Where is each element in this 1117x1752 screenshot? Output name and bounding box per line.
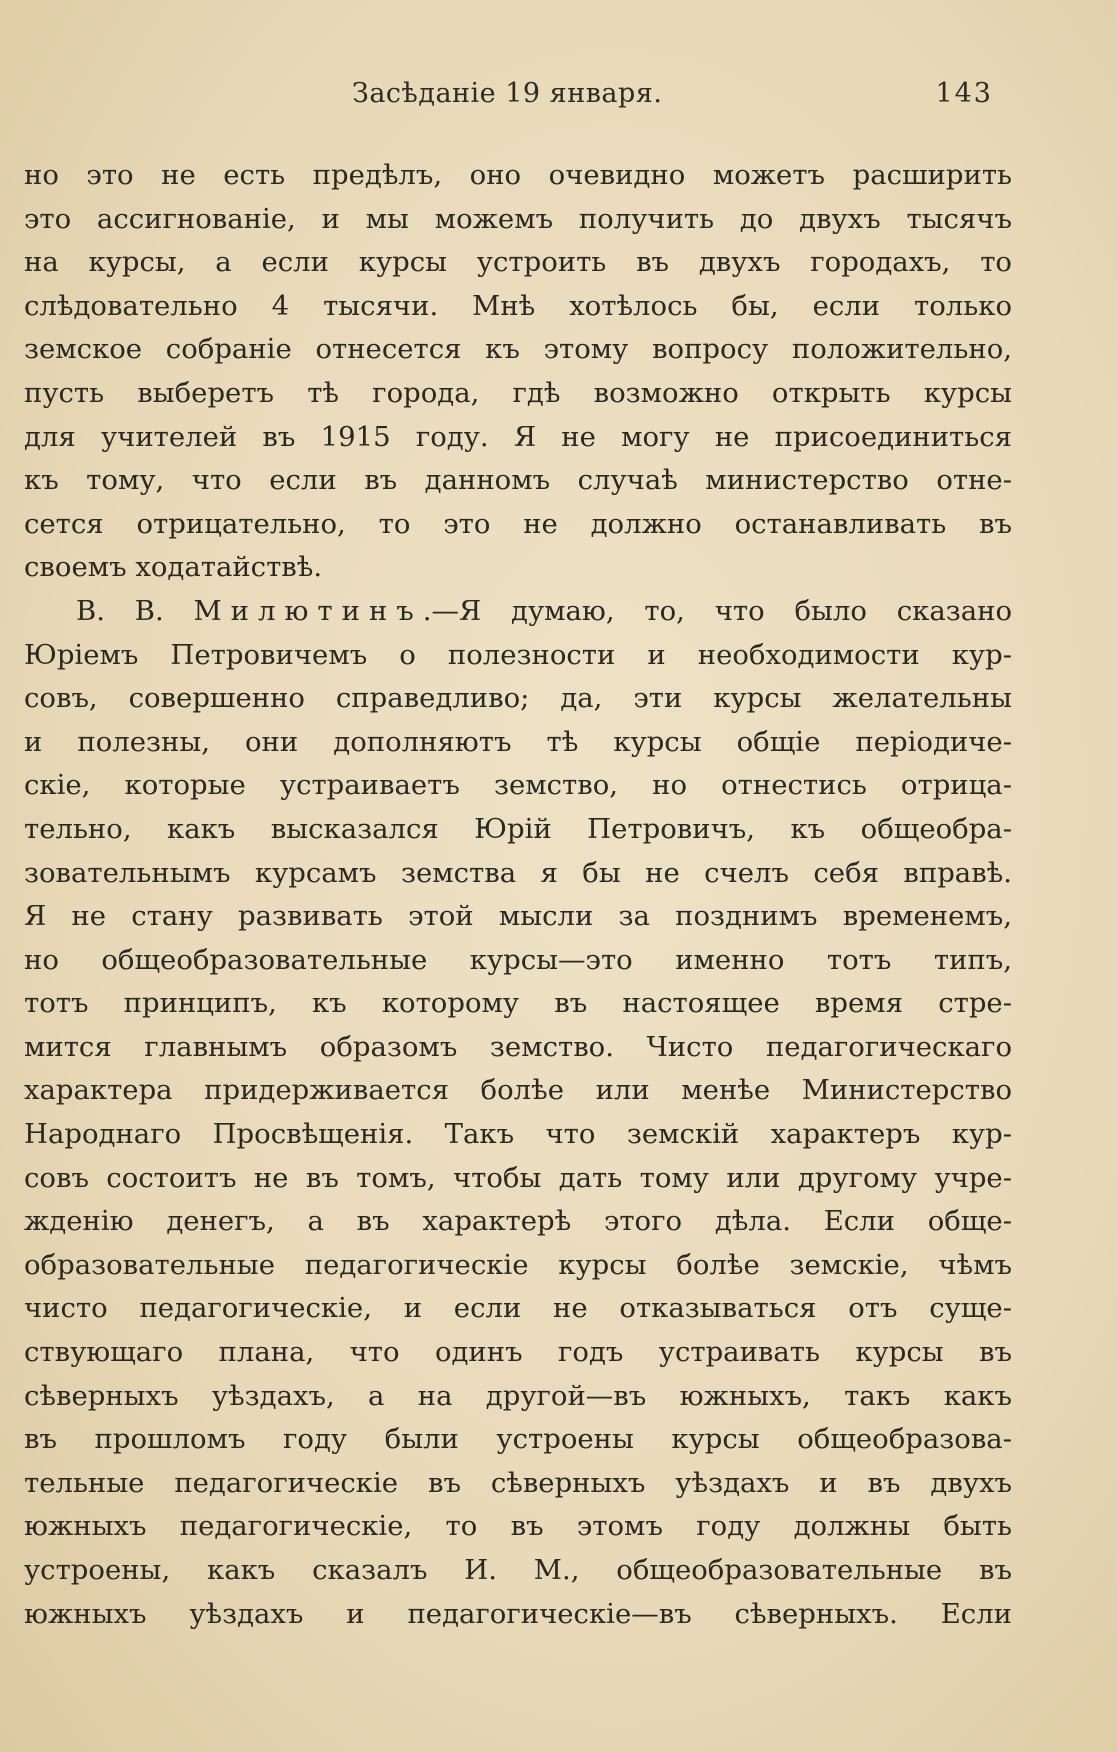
speaker-line <box>24 590 1012 634</box>
speaker-initials: В. В. <box>76 594 164 627</box>
speaker-name: Милютинъ <box>193 594 423 627</box>
running-title: Засѣданіе 19 января. <box>352 78 663 109</box>
text-line: тельно, какъ высказался Юрій Петровичъ, къ общеобра- <box>24 812 1012 845</box>
body-text <box>24 154 1012 1636</box>
speaker-remark: .—Я думаю, то, что было сказано <box>422 594 1012 627</box>
text-line: въ прошломъ году были устроены курсы общеобразова- <box>24 1423 1012 1456</box>
text-line: зовательнымъ курсамъ земства я бы не счелъ себя вправѣ. <box>24 856 1012 889</box>
text-line: южныхъ уѣздахъ и педагогическіе—въ сѣверныхъ. Если <box>24 1597 1012 1630</box>
text-line: скіе, которые устраиваетъ земство, но отнестись отрица- <box>24 769 1012 802</box>
text-line: жденію денегъ, а въ характерѣ этого дѣла. Если обще- <box>24 1205 1012 1238</box>
text-line: но общеобразовательные курсы—это именно тотъ типъ, <box>24 943 1012 976</box>
text-line: совъ состоитъ не въ томъ, чтобы дать тому или другому учре- <box>24 1161 1012 1194</box>
text-line: мится главнымъ образомъ земство. Чисто педагогическаго <box>24 1030 1012 1063</box>
text-line: къ тому, что если въ данномъ случаѣ министерство отне- <box>24 464 1012 497</box>
text-line: земское собраніе отнесется къ этому вопросу положительно, <box>24 333 1012 366</box>
text-line: тотъ принципъ, къ которому въ настоящее время стре- <box>24 987 1012 1020</box>
text-line: устроены, какъ сказалъ И. М., общеобразовательные въ <box>24 1554 1012 1586</box>
text-line: но это не есть предѣлъ, оно очевидно можетъ расширить <box>24 159 1012 191</box>
text-line: южныхъ педагогическіе, то въ этомъ году должны быть <box>24 1510 1012 1543</box>
page-header <box>0 78 1117 118</box>
text-line: сется отрицательно, то это не должно останавливать въ <box>24 507 1012 540</box>
text-line: ствующаго плана, что одинъ годъ устраивать курсы въ <box>24 1336 1012 1369</box>
text-line: Я не стану развивать этой мысли за позднимъ временемъ, <box>24 900 1012 933</box>
text-line: сѣверныхъ уѣздахъ, а на другой—въ южныхъ, такъ какъ <box>24 1379 1012 1412</box>
text-line: это ассигнованіе, и мы можемъ получить до двухъ тысячъ <box>24 202 1012 235</box>
text-line: пусть выберетъ тѣ города, гдѣ возможно открыть курсы <box>24 376 1012 409</box>
text-line: для учителей въ 1915 году. Я не могу не присоединиться <box>24 420 1012 453</box>
text-line: слѣдовательно 4 тысячи. Мнѣ хотѣлось бы, если только <box>24 289 1012 322</box>
text-line: совъ, совершенно справедливо; да, эти курсы желательны <box>24 682 1012 715</box>
text-line: чисто педагогическіе, и если не отказываться отъ суще- <box>24 1292 1012 1325</box>
text-line: образовательные педагогическіе курсы болѣе земскіе, чѣмъ <box>24 1248 1012 1281</box>
page-number: 143 <box>935 78 993 109</box>
text-line: тельные педагогическіе въ сѣверныхъ уѣздахъ и въ двухъ <box>24 1466 1012 1499</box>
text-line: своемъ ходатайствѣ. <box>24 551 323 584</box>
text-line: Народнаго Просвѣщенія. Такъ что земскій характеръ кур- <box>24 1118 1012 1151</box>
text-line: Юріемъ Петровичемъ о полезности и необходимости кур- <box>24 638 1012 671</box>
text-line: на курсы, а если курсы устроить въ двухъ городахъ, то <box>24 246 1012 279</box>
text-line: характера придерживается болѣе или менѣе Министерство <box>24 1074 1012 1107</box>
text-line: и полезны, они дополняютъ тѣ курсы общіе періодиче- <box>24 725 1012 758</box>
